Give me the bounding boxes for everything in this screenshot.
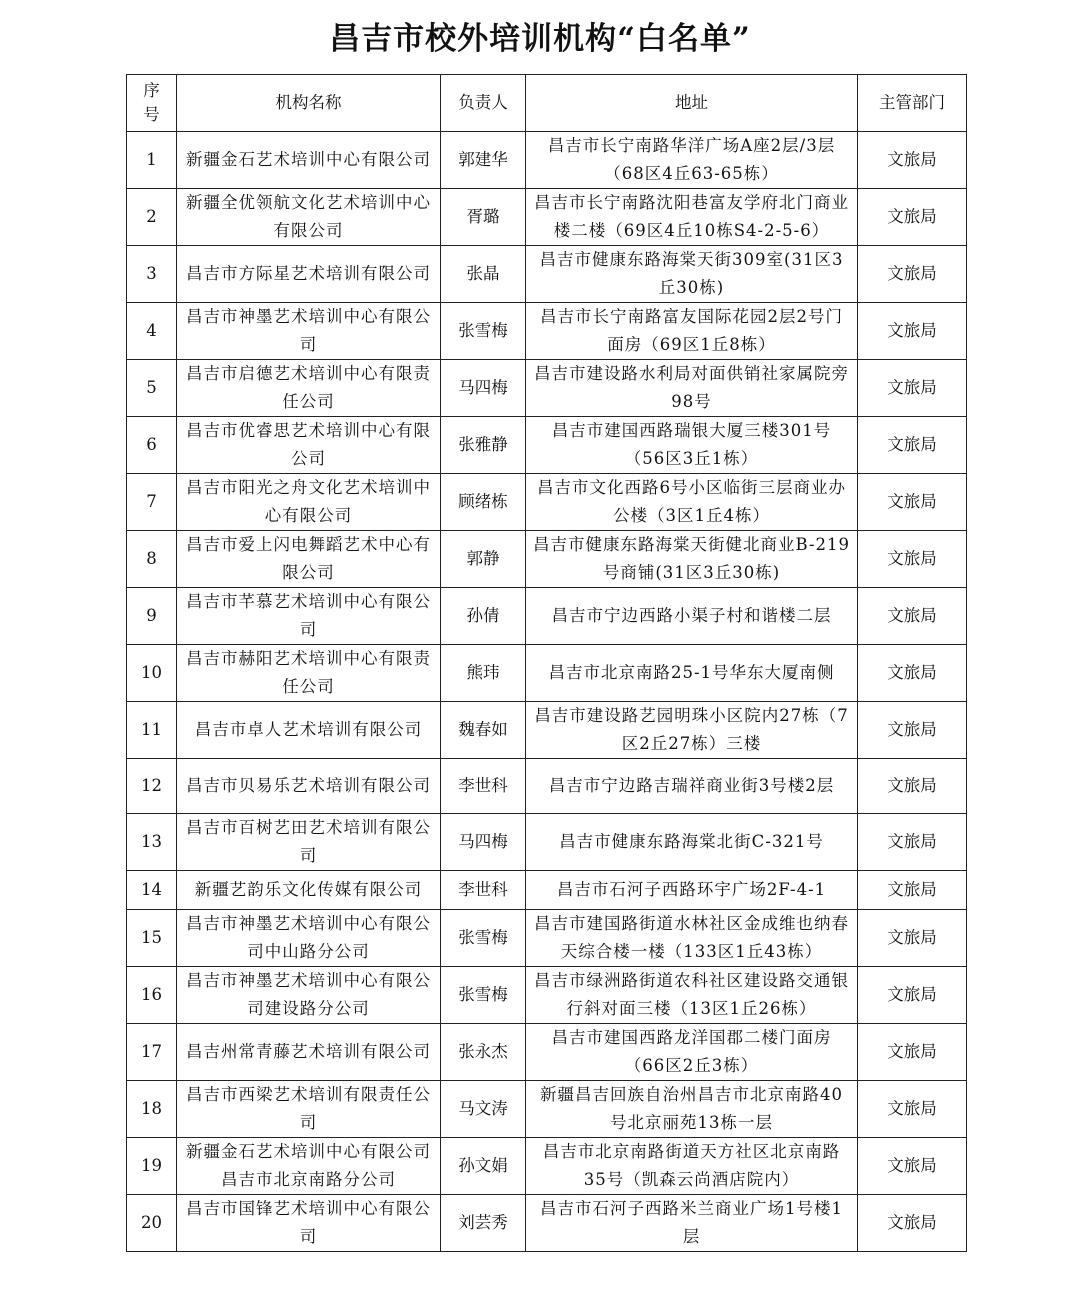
cell-person: 熊玮 bbox=[441, 645, 526, 702]
cell-name: 昌吉市百树艺田艺术培训有限公司 bbox=[177, 814, 441, 871]
table-row bbox=[127, 1081, 967, 1138]
cell-no: 9 bbox=[127, 588, 177, 645]
cell-name: 新疆金石艺术培训中心有限公司昌吉市北京南路分公司 bbox=[177, 1138, 441, 1195]
cell-person: 张雪梅 bbox=[441, 967, 526, 1024]
table-row bbox=[127, 967, 967, 1024]
cell-name: 昌吉市卓人艺术培训有限公司 bbox=[177, 702, 441, 759]
cell-person: 马四梅 bbox=[441, 360, 526, 417]
header-no-line1: 序 bbox=[143, 81, 160, 100]
page-title: 昌吉市校外培训机构“白名单” bbox=[329, 21, 751, 57]
cell-dept: 文旅局 bbox=[858, 814, 967, 871]
cell-no: 15 bbox=[127, 910, 177, 967]
cell-dept: 文旅局 bbox=[858, 531, 967, 588]
cell-dept: 文旅局 bbox=[858, 360, 967, 417]
cell-name: 昌吉市方际星艺术培训有限公司 bbox=[177, 246, 441, 303]
cell-address: 昌吉市建国西路龙洋国郡二楼门面房（66区2丘3栋） bbox=[526, 1024, 858, 1081]
cell-dept: 文旅局 bbox=[858, 246, 967, 303]
cell-dept: 文旅局 bbox=[858, 1138, 967, 1195]
cell-dept: 文旅局 bbox=[858, 189, 967, 246]
cell-person: 张雅静 bbox=[441, 417, 526, 474]
table-header-row bbox=[127, 75, 967, 132]
cell-name: 昌吉市西梁艺术培训有限责任公司 bbox=[177, 1081, 441, 1138]
cell-name: 新疆金石艺术培训中心有限公司 bbox=[177, 132, 441, 189]
cell-person: 顾绪栋 bbox=[441, 474, 526, 531]
table-row bbox=[127, 360, 967, 417]
cell-person: 张晶 bbox=[441, 246, 526, 303]
whitelist-table bbox=[126, 74, 967, 1252]
cell-name: 昌吉市优睿思艺术培训中心有限公司 bbox=[177, 417, 441, 474]
table-row bbox=[127, 474, 967, 531]
cell-person: 张雪梅 bbox=[441, 303, 526, 360]
cell-dept: 文旅局 bbox=[858, 1195, 967, 1252]
header-address: 地址 bbox=[526, 75, 858, 132]
table-row bbox=[127, 189, 967, 246]
cell-dept: 文旅局 bbox=[858, 759, 967, 814]
cell-no: 20 bbox=[127, 1195, 177, 1252]
table-row bbox=[127, 814, 967, 871]
cell-address: 昌吉市长宁南路华洋广场A座2层/3层（68区4丘63-65栋） bbox=[526, 132, 858, 189]
cell-address: 昌吉市长宁南路沈阳巷富友学府北门商业楼二楼（69区4丘10栋S4-2-5-6） bbox=[526, 189, 858, 246]
table-row bbox=[127, 132, 967, 189]
cell-person: 马文涛 bbox=[441, 1081, 526, 1138]
cell-name: 昌吉市神墨艺术培训中心有限公司建设路分公司 bbox=[177, 967, 441, 1024]
cell-name: 昌吉市赫阳艺术培训中心有限责任公司 bbox=[177, 645, 441, 702]
table-row bbox=[127, 246, 967, 303]
cell-address: 昌吉市石河子西路环宇广场2F-4-1 bbox=[526, 871, 858, 910]
cell-person: 马四梅 bbox=[441, 814, 526, 871]
cell-name: 新疆全优领航文化艺术培训中心有限公司 bbox=[177, 189, 441, 246]
table-row bbox=[127, 1138, 967, 1195]
cell-no: 1 bbox=[127, 132, 177, 189]
cell-name: 昌吉市贝易乐艺术培训有限公司 bbox=[177, 759, 441, 814]
cell-person: 魏春如 bbox=[441, 702, 526, 759]
cell-person: 张永杰 bbox=[441, 1024, 526, 1081]
table-row bbox=[127, 531, 967, 588]
cell-name: 昌吉市芊慕艺术培训中心有限公司 bbox=[177, 588, 441, 645]
cell-address: 昌吉市宁边路吉瑞祥商业街3号楼2层 bbox=[526, 759, 858, 814]
cell-no: 5 bbox=[127, 360, 177, 417]
cell-address: 昌吉市绿洲路街道农科社区建设路交通银行斜对面三楼（13区1丘26栋） bbox=[526, 967, 858, 1024]
cell-address: 昌吉市健康东路海棠天街309室(31区3丘30栋) bbox=[526, 246, 858, 303]
cell-address: 昌吉市建国路街道水林社区金成维也纳春天综合楼一楼（133区1丘43栋） bbox=[526, 910, 858, 967]
cell-address: 新疆昌吉回族自治州昌吉市北京南路40号北京丽苑13栋一层 bbox=[526, 1081, 858, 1138]
cell-no: 10 bbox=[127, 645, 177, 702]
cell-address: 昌吉市建国西路瑞银大厦三楼301号（56区3丘1栋） bbox=[526, 417, 858, 474]
table-row bbox=[127, 645, 967, 702]
cell-person: 刘芸秀 bbox=[441, 1195, 526, 1252]
table-row bbox=[127, 1024, 967, 1081]
table-row bbox=[127, 759, 967, 814]
header-person: 负责人 bbox=[441, 75, 526, 132]
cell-person: 孙倩 bbox=[441, 588, 526, 645]
cell-name: 昌吉市启德艺术培训中心有限责任公司 bbox=[177, 360, 441, 417]
cell-no: 11 bbox=[127, 702, 177, 759]
cell-dept: 文旅局 bbox=[858, 303, 967, 360]
cell-person: 张雪梅 bbox=[441, 910, 526, 967]
cell-address: 昌吉市健康东路海棠天街健北商业B-219号商铺(31区3丘30栋) bbox=[526, 531, 858, 588]
cell-no: 12 bbox=[127, 759, 177, 814]
cell-no: 13 bbox=[127, 814, 177, 871]
table-row bbox=[127, 702, 967, 759]
table-row bbox=[127, 417, 967, 474]
cell-no: 19 bbox=[127, 1138, 177, 1195]
cell-dept: 文旅局 bbox=[858, 871, 967, 910]
cell-person: 孙文娟 bbox=[441, 1138, 526, 1195]
table-row bbox=[127, 1195, 967, 1252]
cell-person: 郭建华 bbox=[441, 132, 526, 189]
cell-no: 14 bbox=[127, 871, 177, 910]
cell-name: 昌吉市国锋艺术培训中心有限公司 bbox=[177, 1195, 441, 1252]
cell-person: 胥璐 bbox=[441, 189, 526, 246]
cell-name: 昌吉市阳光之舟文化艺术培训中心有限公司 bbox=[177, 474, 441, 531]
table-row bbox=[127, 910, 967, 967]
header-name: 机构名称 bbox=[177, 75, 441, 132]
cell-dept: 文旅局 bbox=[858, 910, 967, 967]
cell-dept: 文旅局 bbox=[858, 967, 967, 1024]
cell-address: 昌吉市文化西路6号小区临街三层商业办公楼（3区1丘4栋） bbox=[526, 474, 858, 531]
cell-dept: 文旅局 bbox=[858, 588, 967, 645]
cell-name: 昌吉市神墨艺术培训中心有限公司中山路分公司 bbox=[177, 910, 441, 967]
cell-dept: 文旅局 bbox=[858, 702, 967, 759]
header-dept: 主管部门 bbox=[858, 75, 967, 132]
cell-no: 16 bbox=[127, 967, 177, 1024]
cell-person: 李世科 bbox=[441, 871, 526, 910]
cell-dept: 文旅局 bbox=[858, 474, 967, 531]
cell-dept: 文旅局 bbox=[858, 417, 967, 474]
cell-dept: 文旅局 bbox=[858, 1081, 967, 1138]
header-no bbox=[127, 75, 177, 132]
table-row bbox=[127, 588, 967, 645]
cell-no: 3 bbox=[127, 246, 177, 303]
cell-no: 17 bbox=[127, 1024, 177, 1081]
cell-no: 8 bbox=[127, 531, 177, 588]
cell-name: 昌吉市爱上闪电舞蹈艺术中心有限公司 bbox=[177, 531, 441, 588]
cell-no: 18 bbox=[127, 1081, 177, 1138]
cell-dept: 文旅局 bbox=[858, 645, 967, 702]
cell-address: 昌吉市长宁南路富友国际花园2层2号门面房（69区1丘8栋） bbox=[526, 303, 858, 360]
cell-dept: 文旅局 bbox=[858, 132, 967, 189]
cell-no: 7 bbox=[127, 474, 177, 531]
cell-address: 昌吉市宁边西路小渠子村和谐楼二层 bbox=[526, 588, 858, 645]
cell-no: 2 bbox=[127, 189, 177, 246]
cell-address: 昌吉市健康东路海棠北街C-321号 bbox=[526, 814, 858, 871]
cell-name: 昌吉州常青藤艺术培训有限公司 bbox=[177, 1024, 441, 1081]
header-no-line2: 号 bbox=[143, 105, 160, 124]
table-row bbox=[127, 871, 967, 910]
cell-person: 李世科 bbox=[441, 759, 526, 814]
table-row bbox=[127, 303, 967, 360]
cell-address: 昌吉市北京南路街道天方社区北京南路35号（凯森云尚酒店院内） bbox=[526, 1138, 858, 1195]
cell-person: 郭静 bbox=[441, 531, 526, 588]
cell-no: 4 bbox=[127, 303, 177, 360]
cell-name: 昌吉市神墨艺术培训中心有限公司 bbox=[177, 303, 441, 360]
cell-address: 昌吉市石河子西路米兰商业广场1号楼1层 bbox=[526, 1195, 858, 1252]
cell-name: 新疆艺韵乐文化传媒有限公司 bbox=[177, 871, 441, 910]
cell-address: 昌吉市建设路水利局对面供销社家属院旁98号 bbox=[526, 360, 858, 417]
cell-no: 6 bbox=[127, 417, 177, 474]
cell-address: 昌吉市建设路艺园明珠小区院内27栋（7区2丘27栋）三楼 bbox=[526, 702, 858, 759]
cell-address: 昌吉市北京南路25-1号华东大厦南侧 bbox=[526, 645, 858, 702]
cell-dept: 文旅局 bbox=[858, 1024, 967, 1081]
